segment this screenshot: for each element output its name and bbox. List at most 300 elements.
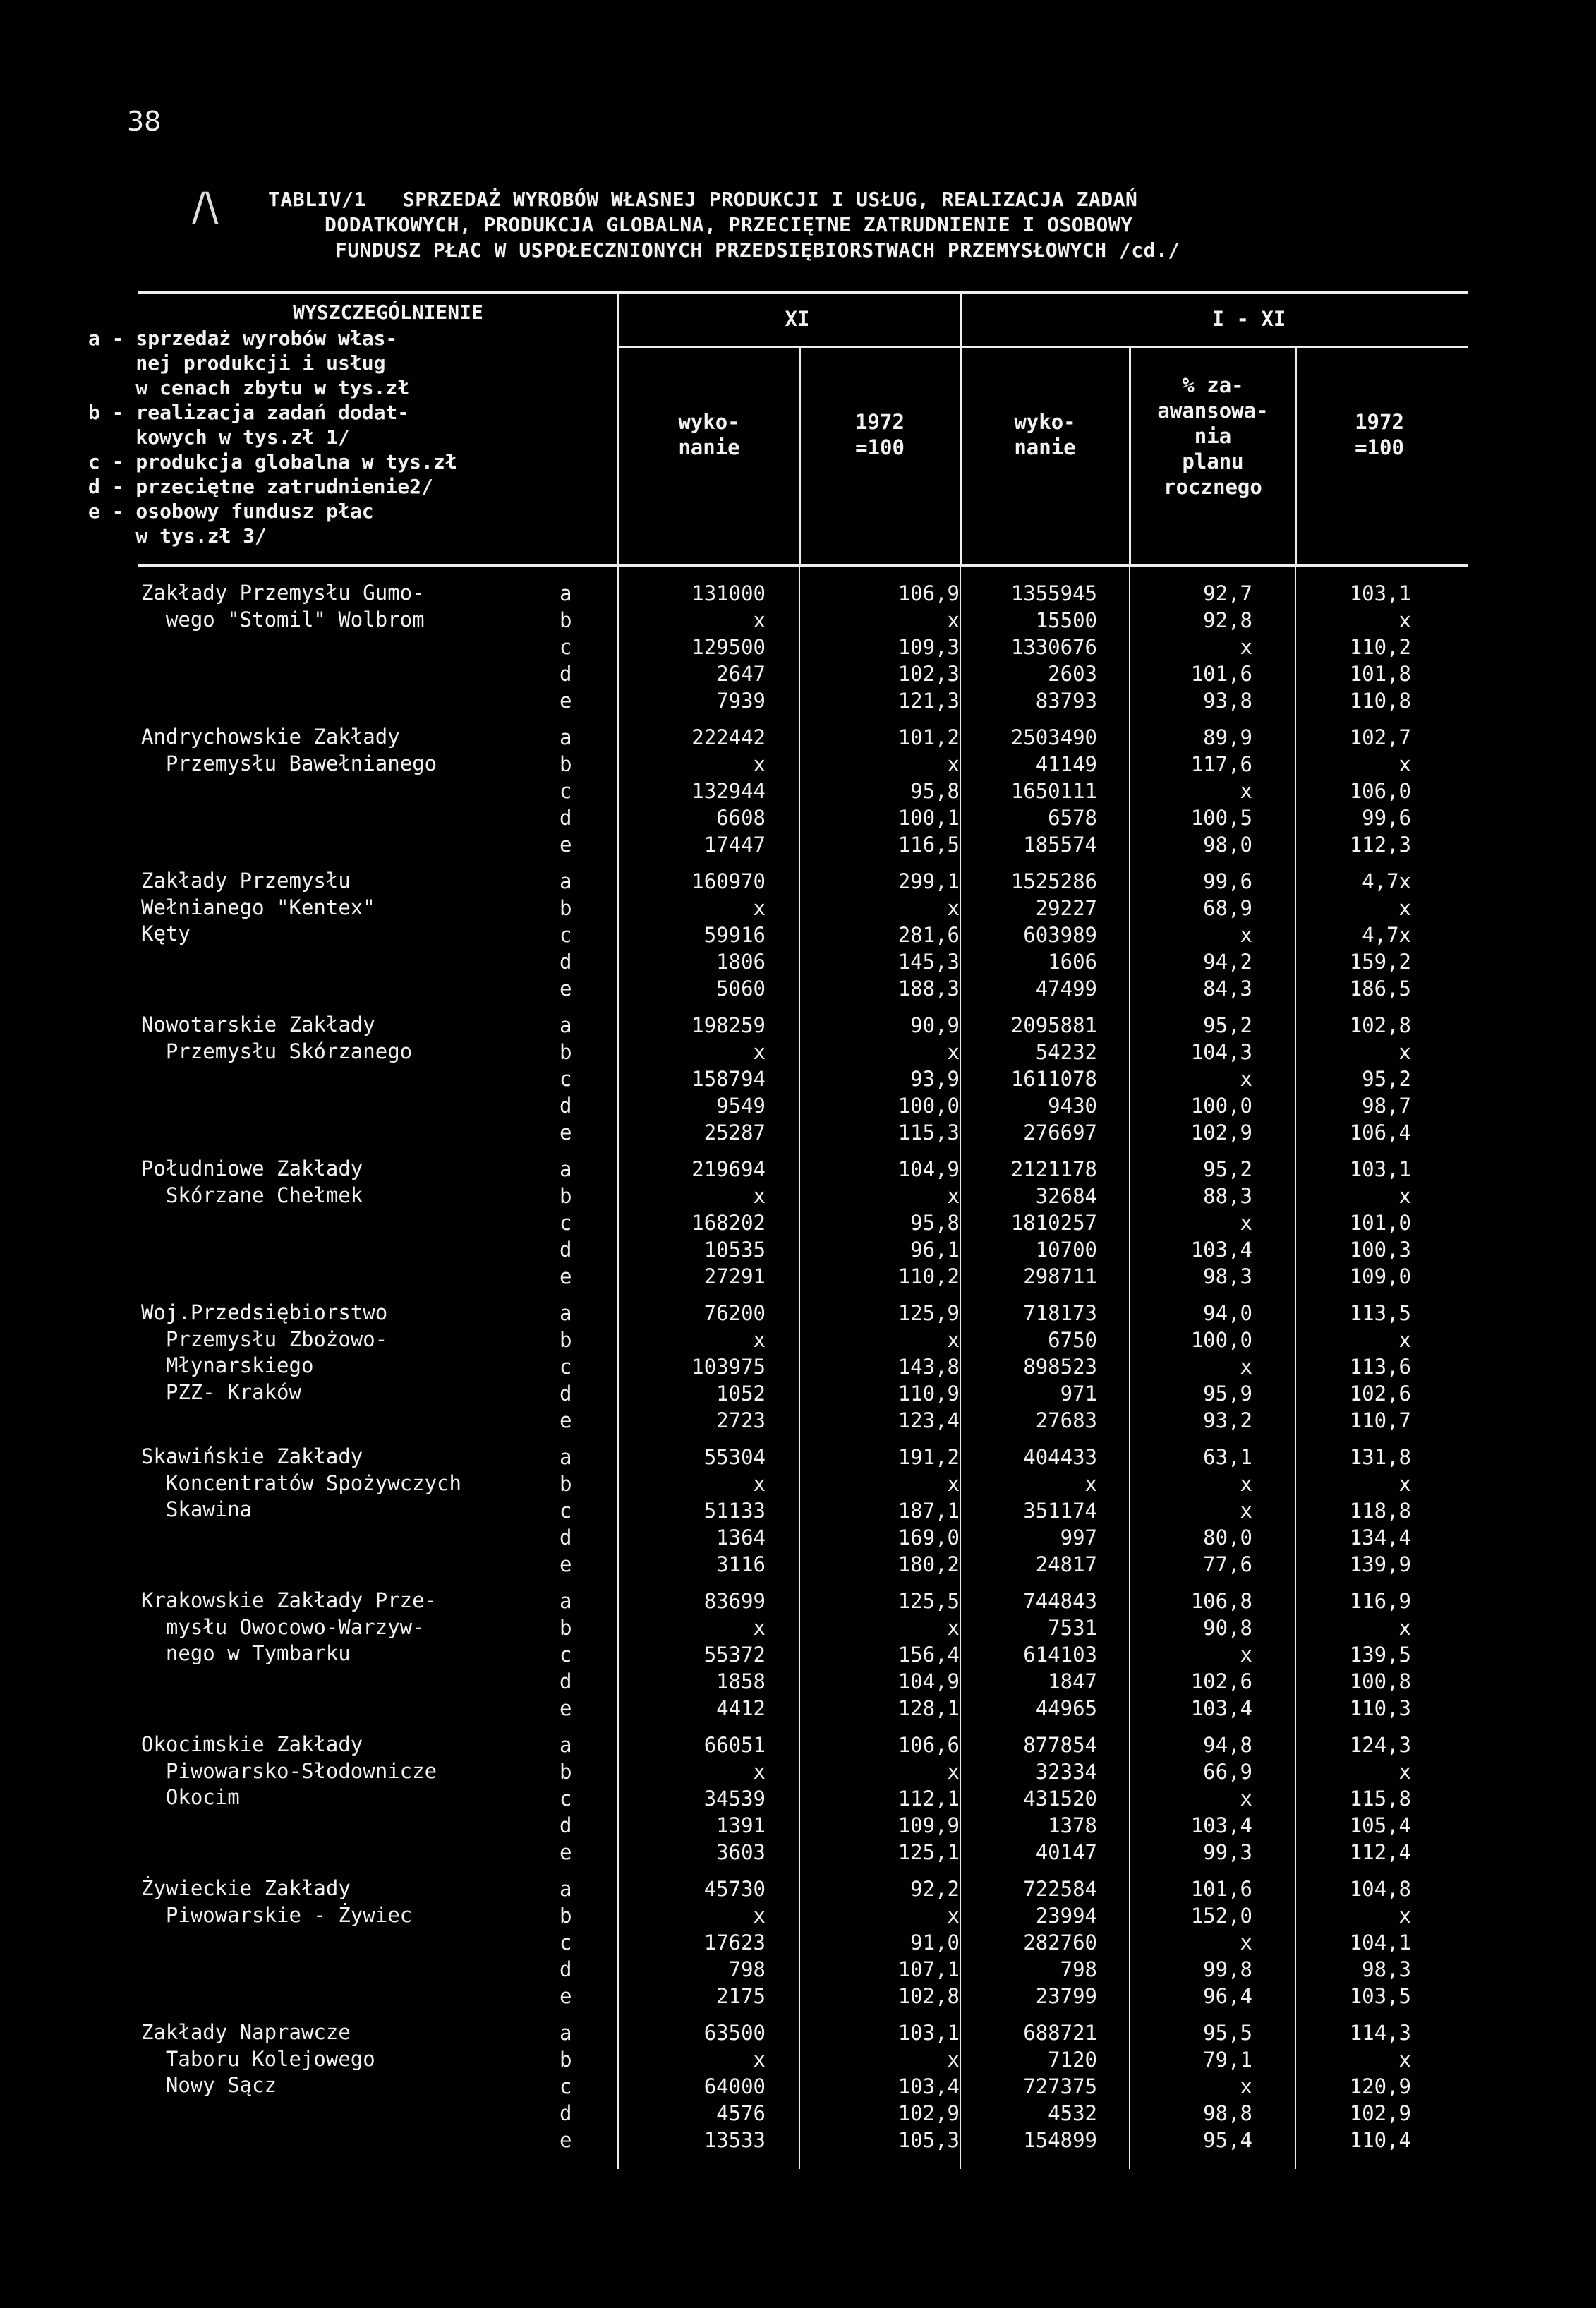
table-row: [0, 1875, 1596, 1902]
value-index-xi: 103,1: [897, 2021, 960, 2045]
value-index-xi: 100,0: [897, 1094, 960, 1118]
value-execution-i-xi: 1810257: [1010, 1211, 1097, 1235]
value-execution-xi: 2647: [716, 662, 766, 686]
header-line: 1972: [1355, 410, 1404, 434]
value-plan-percent: 95,5: [1203, 2021, 1252, 2045]
table-row: [0, 1012, 1596, 1039]
value-plan-percent: 79,1: [1203, 2048, 1252, 2072]
value-plan-percent: 88,3: [1203, 1184, 1252, 1208]
value-index-xi: 180,2: [897, 1552, 960, 1576]
enterprise-name-line: Woj.Przedsiębiorstwo: [141, 1300, 388, 1324]
value-plan-percent: 84,3: [1203, 977, 1252, 1001]
value-index-i-xi: 109,0: [1349, 1264, 1411, 1288]
enterprise-name-line: Zakłady Przemysłu Gumo-: [141, 581, 425, 605]
table-row: [0, 804, 1596, 831]
value-execution-xi: 17623: [703, 1931, 766, 1954]
enterprise-name-line: Nowotarskie Zakłady: [141, 1013, 375, 1037]
table-row: [0, 831, 1596, 858]
value-execution-xi: 17447: [703, 833, 766, 857]
table-row: [0, 1758, 1596, 1785]
row-code: d: [560, 1669, 572, 1693]
value-execution-i-xi: 154899: [1023, 2128, 1097, 2152]
value-execution-xi: 1806: [716, 950, 766, 974]
value-execution-xi: x: [753, 2048, 766, 2072]
value-plan-percent: 96,4: [1203, 1984, 1252, 2008]
value-plan-percent: 77,6: [1203, 1552, 1252, 1576]
value-execution-i-xi: 7120: [1048, 2048, 1097, 2072]
value-execution-xi: 6608: [716, 806, 766, 830]
enterprise-name-line: Skawińskie Zakłady: [141, 1444, 363, 1468]
value-plan-percent: 98,8: [1203, 2101, 1252, 2125]
value-execution-xi: 7939: [716, 689, 766, 713]
value-plan-percent: 95,9: [1203, 1382, 1252, 1406]
value-plan-percent: 100,0: [1190, 1094, 1252, 1118]
header-line: % za-: [1182, 373, 1244, 397]
value-index-xi: 100,1: [897, 806, 960, 830]
enterprise-name-line: wego "Stomil" Wolbrom: [141, 607, 425, 632]
value-plan-percent: x: [1240, 635, 1252, 659]
row-code: e: [560, 1552, 572, 1576]
table-row: [0, 1614, 1596, 1641]
row-code: c: [560, 1067, 572, 1091]
value-index-xi: 191,2: [897, 1445, 960, 1469]
value-execution-xi: x: [753, 1760, 766, 1784]
header-top-rule: [138, 291, 1468, 294]
value-execution-xi: x: [753, 1616, 766, 1640]
header-line: planu: [1182, 449, 1244, 473]
table-row: [0, 922, 1596, 948]
value-execution-xi: 798: [728, 1957, 766, 1981]
legend-line: w tys.zł 3/: [88, 524, 267, 548]
value-index-i-xi: 103,1: [1349, 1157, 1411, 1181]
value-index-i-xi: 102,6: [1349, 1382, 1411, 1406]
table-row: [0, 1983, 1596, 2010]
value-execution-i-xi: 614103: [1023, 1643, 1097, 1667]
value-index-xi: 110,2: [897, 1264, 960, 1288]
row-code: a: [560, 581, 572, 605]
value-index-i-xi: 102,7: [1349, 725, 1411, 749]
enterprise-name-line: Krakowskie Zakłady Prze-: [141, 1588, 437, 1612]
row-code: c: [560, 1355, 572, 1379]
row-code: b: [560, 1472, 572, 1496]
value-execution-xi: 25287: [703, 1120, 766, 1144]
row-code: a: [560, 1445, 572, 1469]
value-index-i-xi: x: [1398, 1040, 1411, 1064]
value-index-xi: 93,9: [910, 1067, 960, 1091]
table-row: [0, 1119, 1596, 1146]
enterprise-name-line: PZZ- Kraków: [141, 1379, 301, 1404]
value-execution-i-xi: 718173: [1023, 1301, 1097, 1325]
value-index-i-xi: 101,8: [1349, 662, 1411, 686]
table-row: [0, 1407, 1596, 1434]
value-index-xi: 188,3: [897, 977, 960, 1001]
table-row: [0, 724, 1596, 751]
value-index-xi: 102,3: [897, 662, 960, 686]
row-code: c: [560, 1643, 572, 1667]
value-execution-i-xi: 185574: [1023, 833, 1097, 857]
value-execution-i-xi: 40147: [1035, 1840, 1097, 1864]
value-plan-percent: 101,6: [1190, 662, 1252, 686]
value-execution-xi: 219694: [691, 1157, 766, 1181]
header-line: wyko-: [1014, 410, 1076, 434]
row-code: a: [560, 1301, 572, 1325]
table-row: [0, 634, 1596, 660]
value-index-i-xi: 116,9: [1349, 1589, 1411, 1613]
value-plan-percent: 89,9: [1203, 725, 1252, 749]
value-index-i-xi: 100,8: [1349, 1669, 1411, 1693]
value-plan-percent: x: [1240, 1472, 1252, 1496]
value-index-xi: 112,1: [897, 1787, 960, 1811]
value-index-xi: 123,4: [897, 1408, 960, 1432]
header-col-index-xi: [802, 409, 957, 460]
value-index-xi: 102,8: [897, 1984, 960, 2008]
table-row: [0, 1929, 1596, 1956]
value-index-i-xi: 110,4: [1349, 2128, 1411, 2152]
row-code: e: [560, 1840, 572, 1864]
value-execution-i-xi: 83793: [1035, 689, 1097, 713]
table-row: [0, 868, 1596, 895]
row-code: b: [560, 1328, 572, 1352]
value-execution-xi: 3116: [716, 1552, 766, 1576]
table-row: [0, 1444, 1596, 1470]
value-execution-i-xi: 404433: [1023, 1445, 1097, 1469]
table-row: [0, 1263, 1596, 1290]
value-plan-percent: 95,4: [1203, 2128, 1252, 2152]
table-row: [0, 1039, 1596, 1065]
value-execution-i-xi: 898523: [1023, 1355, 1097, 1379]
value-index-xi: 145,3: [897, 950, 960, 974]
value-plan-percent: x: [1240, 1499, 1252, 1523]
value-execution-i-xi: 24817: [1035, 1552, 1097, 1576]
value-index-i-xi: 103,1: [1349, 581, 1411, 605]
enterprise-name-line: Nowy Sącz: [141, 2073, 277, 2098]
legend-stub: [88, 300, 610, 548]
table-row: [0, 1353, 1596, 1380]
value-index-i-xi: 104,8: [1349, 1877, 1411, 1901]
value-execution-i-xi: 6750: [1048, 1328, 1097, 1352]
enterprise-name-line: Koncentratów Spożywczych: [141, 1470, 461, 1495]
value-plan-percent: x: [1240, 779, 1252, 803]
table-row: [0, 895, 1596, 922]
value-execution-xi: 168202: [691, 1211, 766, 1235]
header-line: =100: [855, 435, 905, 459]
value-execution-i-xi: x: [1084, 1472, 1097, 1496]
header-col-rule: [1129, 347, 1131, 567]
table-row: [0, 1209, 1596, 1236]
table-row: [0, 1092, 1596, 1119]
value-index-xi: x: [947, 1328, 960, 1352]
value-execution-xi: 1364: [716, 1525, 766, 1549]
table-row: [0, 1785, 1596, 1812]
value-index-xi: x: [947, 1472, 960, 1496]
table-title: [268, 187, 1482, 263]
enterprise-name-line: Południowe Zakłady: [141, 1156, 363, 1180]
value-execution-i-xi: 276697: [1023, 1120, 1097, 1144]
value-index-i-xi: 110,7: [1349, 1408, 1411, 1432]
value-execution-xi: 55304: [703, 1445, 766, 1469]
value-index-i-xi: 134,4: [1349, 1525, 1411, 1549]
value-index-i-xi: 139,9: [1349, 1552, 1411, 1576]
value-plan-percent: 101,6: [1190, 1877, 1252, 1901]
value-index-i-xi: 105,4: [1349, 1813, 1411, 1837]
table-row: [0, 975, 1596, 1002]
value-plan-percent: 99,3: [1203, 1840, 1252, 1864]
value-execution-xi: 83699: [703, 1589, 766, 1613]
title-line: TABLIV/1 SPRZEDAŻ WYROBÓW WŁASNEJ PRODUKCJI I USŁUG, REALIZACJA ZADAŃ: [268, 188, 1138, 211]
value-plan-percent: 103,4: [1190, 1813, 1252, 1837]
row-code: a: [560, 2021, 572, 2045]
row-code: a: [560, 1013, 572, 1037]
value-index-xi: 101,2: [897, 725, 960, 749]
value-index-i-xi: 120,9: [1349, 2074, 1411, 2098]
header-line: nanie: [1014, 435, 1076, 459]
table-row: [0, 1812, 1596, 1839]
value-index-xi: x: [947, 1184, 960, 1208]
table-row: [0, 2019, 1596, 2046]
enterprise-name-line: Zakłady Naprawcze: [141, 2020, 351, 2044]
value-index-i-xi: 139,5: [1349, 1643, 1411, 1667]
value-plan-percent: 68,9: [1203, 896, 1252, 920]
value-execution-xi: 198259: [691, 1013, 766, 1037]
value-plan-percent: 100,0: [1190, 1328, 1252, 1352]
value-index-xi: x: [947, 896, 960, 920]
value-index-xi: 90,9: [910, 1013, 960, 1037]
value-execution-i-xi: 2503490: [1010, 725, 1097, 749]
value-index-xi: 103,4: [897, 2074, 960, 2098]
table-row: [0, 1588, 1596, 1614]
enterprise-name-line: Okocimskie Zakłady: [141, 1732, 363, 1756]
value-index-i-xi: x: [1398, 2048, 1411, 2072]
header-bottom-rule: [138, 564, 1468, 567]
table-row: [0, 948, 1596, 975]
value-execution-i-xi: 41149: [1035, 752, 1097, 776]
value-execution-i-xi: 798: [1060, 1957, 1097, 1981]
value-execution-i-xi: 282760: [1023, 1931, 1097, 1954]
legend-line: nej produkcji i usług: [88, 351, 386, 375]
row-code: b: [560, 1616, 572, 1640]
value-execution-xi: x: [753, 896, 766, 920]
value-index-i-xi: 115,8: [1349, 1787, 1411, 1811]
value-execution-xi: 64000: [703, 2074, 766, 2098]
value-execution-i-xi: 1525286: [1010, 869, 1097, 893]
value-execution-xi: x: [753, 1328, 766, 1352]
table-row: [0, 1641, 1596, 1668]
value-execution-i-xi: 971: [1060, 1382, 1097, 1406]
value-plan-percent: 102,9: [1190, 1120, 1252, 1144]
value-execution-xi: x: [753, 1184, 766, 1208]
value-plan-percent: x: [1240, 1211, 1252, 1235]
value-index-xi: 187,1: [897, 1499, 960, 1523]
value-execution-i-xi: 877854: [1023, 1733, 1097, 1757]
value-execution-xi: 1052: [716, 1382, 766, 1406]
row-code: e: [560, 1120, 572, 1144]
value-execution-xi: 59916: [703, 923, 766, 947]
value-index-xi: 91,0: [910, 1931, 960, 1954]
row-code: d: [560, 662, 572, 686]
value-index-i-xi: 159,2: [1349, 950, 1411, 974]
value-index-xi: 95,8: [910, 779, 960, 803]
value-execution-xi: x: [753, 1904, 766, 1928]
legend-line: c - produkcja globalna w tys.zł: [88, 450, 457, 473]
row-code: d: [560, 950, 572, 974]
value-execution-xi: 160970: [691, 869, 766, 893]
enterprise-name-line: Młynarskiego: [141, 1353, 314, 1378]
value-plan-percent: x: [1240, 1787, 1252, 1811]
value-index-xi: 128,1: [897, 1696, 960, 1720]
row-code: a: [560, 869, 572, 893]
header-col-plan-percent: [1132, 373, 1293, 500]
value-execution-i-xi: 431520: [1023, 1787, 1097, 1811]
value-execution-i-xi: 7531: [1048, 1616, 1097, 1640]
value-execution-i-xi: 603989: [1023, 923, 1097, 947]
value-plan-percent: 103,4: [1190, 1238, 1252, 1262]
value-plan-percent: x: [1240, 1643, 1252, 1667]
value-execution-xi: x: [753, 608, 766, 632]
row-code: b: [560, 1760, 572, 1784]
legend-line: e - osobowy fundusz płac: [88, 500, 374, 523]
value-execution-xi: 4412: [716, 1696, 766, 1720]
value-index-xi: 106,6: [897, 1733, 960, 1757]
value-index-xi: 107,1: [897, 1957, 960, 1981]
margin-checkmark: /\: [192, 185, 219, 231]
value-index-i-xi: 98,3: [1362, 1957, 1411, 1981]
value-execution-i-xi: 54232: [1035, 1040, 1097, 1064]
value-index-xi: 110,9: [897, 1382, 960, 1406]
table-row: [0, 1902, 1596, 1929]
value-execution-i-xi: 32334: [1035, 1760, 1097, 1784]
header-col-rule: [799, 347, 801, 567]
value-index-i-xi: 95,2: [1362, 1067, 1411, 1091]
enterprise-name-line: Żywieckie Zakłady: [141, 1876, 351, 1900]
table-row: [0, 1695, 1596, 1722]
value-execution-i-xi: 23799: [1035, 1984, 1097, 2008]
row-code: e: [560, 689, 572, 713]
row-code: e: [560, 1408, 572, 1432]
value-index-xi: 92,2: [910, 1877, 960, 1901]
value-index-xi: 169,0: [897, 1525, 960, 1549]
value-plan-percent: 152,0: [1190, 1904, 1252, 1928]
value-plan-percent: x: [1240, 1067, 1252, 1091]
value-execution-i-xi: 1611078: [1010, 1067, 1097, 1091]
value-index-i-xi: 112,4: [1349, 1840, 1411, 1864]
table-row: [0, 1732, 1596, 1758]
header-line: 1972: [855, 410, 905, 434]
header-col-execution-i-xi: [963, 409, 1127, 460]
value-execution-xi: 45730: [703, 1877, 766, 1901]
header-line: nia: [1194, 424, 1232, 448]
value-index-xi: 109,9: [897, 1813, 960, 1837]
value-plan-percent: 106,8: [1190, 1589, 1252, 1613]
value-execution-i-xi: 298711: [1023, 1264, 1097, 1288]
value-index-i-xi: 113,6: [1349, 1355, 1411, 1379]
value-index-i-xi: 110,8: [1349, 689, 1411, 713]
value-index-i-xi: x: [1398, 1760, 1411, 1784]
value-index-i-xi: 113,5: [1349, 1301, 1411, 1325]
value-plan-percent: 95,2: [1203, 1157, 1252, 1181]
table-row: [0, 1300, 1596, 1327]
value-execution-xi: 131000: [691, 581, 766, 605]
header-line: rocznego: [1163, 475, 1262, 499]
value-plan-percent: 102,6: [1190, 1669, 1252, 1693]
row-code: e: [560, 1264, 572, 1288]
value-execution-i-xi: 15500: [1035, 608, 1097, 632]
value-execution-xi: 51133: [703, 1499, 766, 1523]
header-group-xi: XI: [785, 307, 810, 331]
value-index-i-xi: x: [1398, 752, 1411, 776]
value-execution-xi: 4576: [716, 2101, 766, 2125]
row-code: d: [560, 1525, 572, 1549]
value-index-xi: 115,3: [897, 1120, 960, 1144]
table-row: [0, 580, 1596, 607]
value-index-xi: 105,3: [897, 2128, 960, 2152]
value-execution-i-xi: 744843: [1023, 1589, 1097, 1613]
value-execution-i-xi: 47499: [1035, 977, 1097, 1001]
value-execution-i-xi: 1847: [1048, 1669, 1097, 1693]
enterprise-name-line: Piwowarsko-Słodownicze: [141, 1758, 437, 1783]
value-index-xi: 116,5: [897, 833, 960, 857]
enterprise-name-line: Piwowarskie - Żywiec: [141, 1902, 413, 1927]
value-index-xi: x: [947, 1904, 960, 1928]
value-plan-percent: 93,2: [1203, 1408, 1252, 1432]
table-row: [0, 1497, 1596, 1524]
value-execution-xi: x: [753, 1040, 766, 1064]
table-row: [0, 751, 1596, 778]
value-index-i-xi: x: [1398, 896, 1411, 920]
value-plan-percent: 98,3: [1203, 1264, 1252, 1288]
row-code: a: [560, 1157, 572, 1181]
header-line: wyko-: [678, 410, 740, 434]
row-code: d: [560, 1094, 572, 1118]
value-index-xi: 109,3: [897, 635, 960, 659]
value-index-xi: 125,1: [897, 1840, 960, 1864]
header-line: =100: [1355, 435, 1404, 459]
value-execution-xi: 129500: [691, 635, 766, 659]
value-plan-percent: 90,8: [1203, 1616, 1252, 1640]
row-code: b: [560, 2048, 572, 2072]
value-plan-percent: 92,8: [1203, 608, 1252, 632]
table-row: [0, 2100, 1596, 2127]
value-plan-percent: 95,2: [1203, 1013, 1252, 1037]
row-code: c: [560, 635, 572, 659]
value-index-xi: 104,9: [897, 1157, 960, 1181]
value-index-xi: 143,8: [897, 1355, 960, 1379]
value-index-i-xi: x: [1398, 1328, 1411, 1352]
row-code: c: [560, 1499, 572, 1523]
value-index-i-xi: x: [1398, 608, 1411, 632]
value-execution-xi: 76200: [703, 1301, 766, 1325]
table-row: [0, 1380, 1596, 1407]
value-execution-i-xi: 29227: [1035, 896, 1097, 920]
row-code: c: [560, 1931, 572, 1954]
value-index-i-xi: 101,0: [1349, 1211, 1411, 1235]
row-code: e: [560, 1696, 572, 1720]
value-execution-xi: x: [753, 752, 766, 776]
value-index-i-xi: 110,3: [1349, 1696, 1411, 1720]
enterprise-name-line: mysłu Owocowo-Warzyw-: [141, 1614, 425, 1639]
table-row: [0, 2073, 1596, 2100]
table-row: [0, 1551, 1596, 1578]
value-plan-percent: 98,0: [1203, 833, 1252, 857]
table-row: [0, 1839, 1596, 1866]
value-execution-i-xi: 1650111: [1010, 779, 1097, 803]
value-index-i-xi: 112,3: [1349, 833, 1411, 857]
value-plan-percent: 93,8: [1203, 689, 1252, 713]
value-index-i-xi: x: [1398, 1184, 1411, 1208]
row-code: d: [560, 1813, 572, 1837]
value-index-xi: 102,9: [897, 2101, 960, 2125]
enterprise-name-line: nego w Tymbarku: [141, 1641, 351, 1666]
value-execution-i-xi: 997: [1060, 1525, 1097, 1549]
